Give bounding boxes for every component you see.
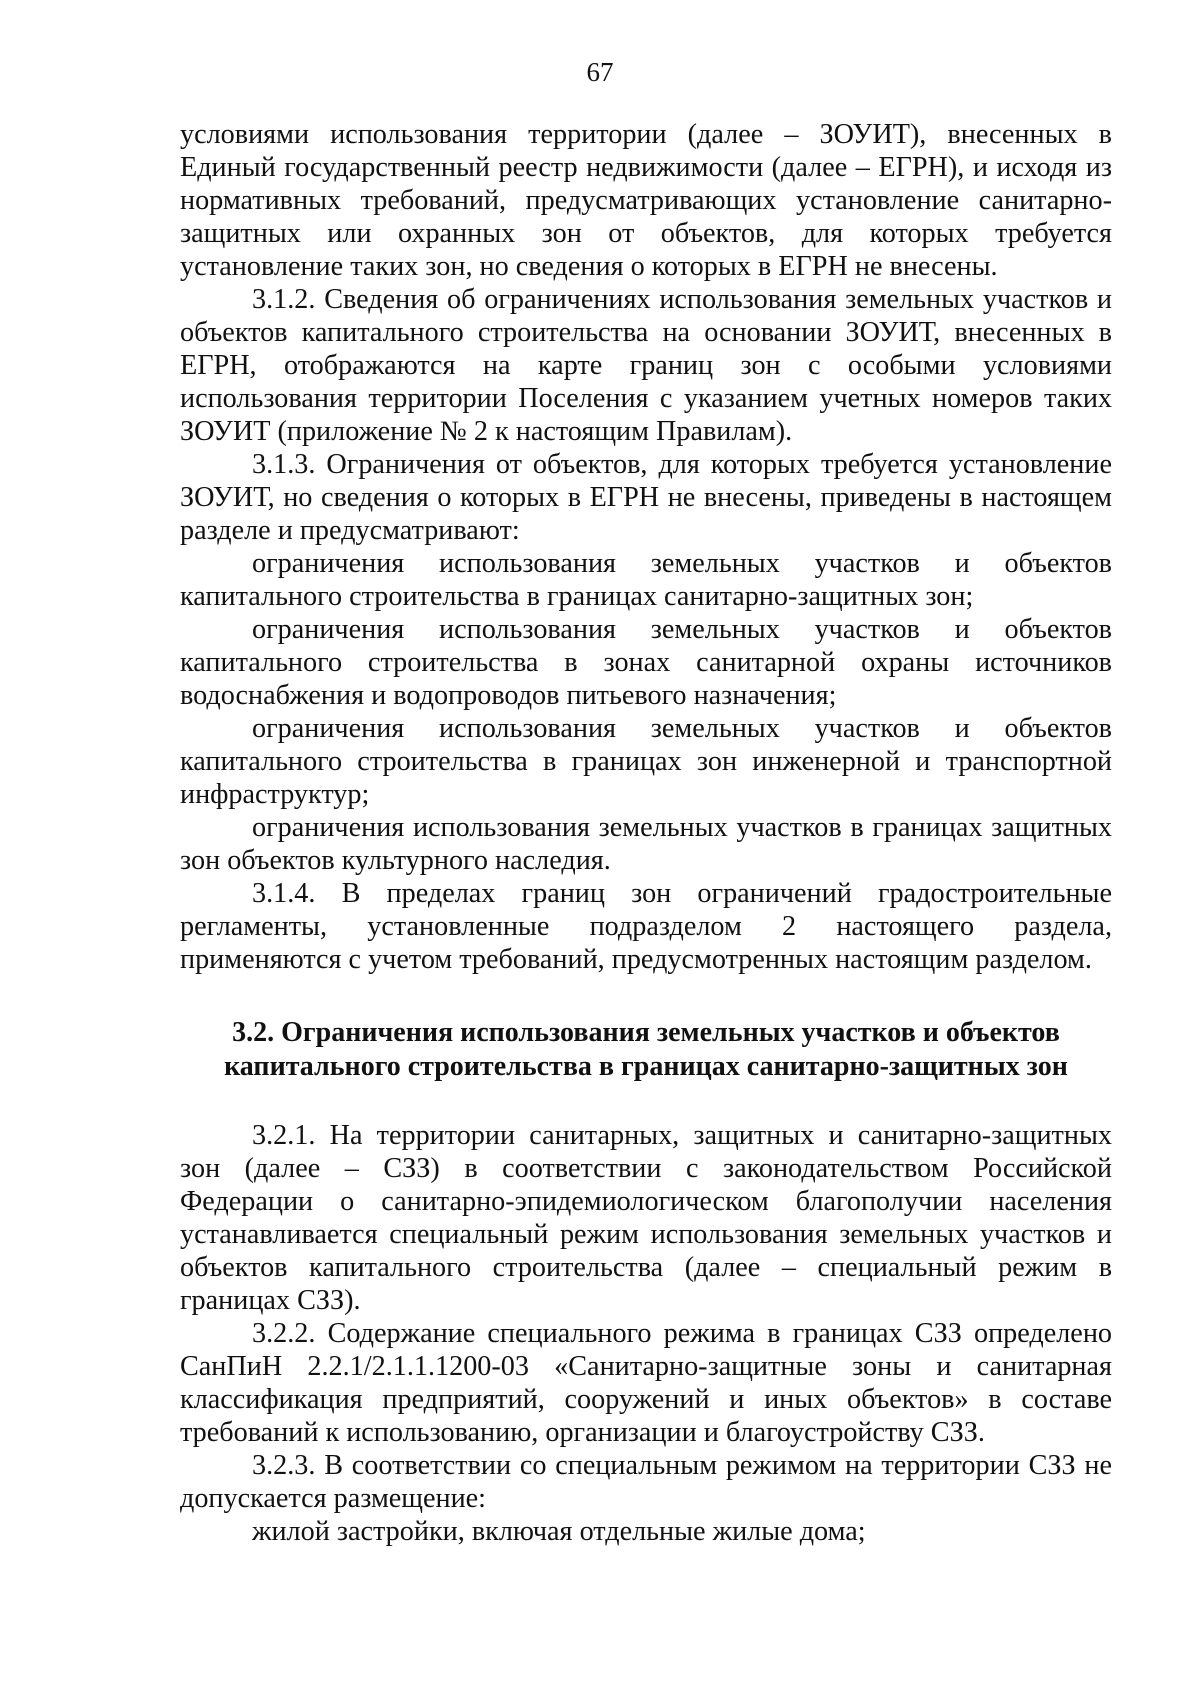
list-item: жилой застройки, включая отдельные жилые дома;: [252, 1516, 866, 1547]
section-heading-line-2: капитального строительства в границах санитарно-защитных зон: [224, 1051, 1068, 1082]
list-item: ограничения использования земельных участков в границах защитных зон объектов культурного наследия.: [180, 812, 1112, 876]
list-item: ограничения использования земельных участков и объектов капитального строительства в границах санитарно-защитных зон;: [180, 548, 1112, 612]
paragraph-3-2-2: 3.2.2. Содержание специального режима в границах СЗЗ определено СанПиН 2.2.1/2.1.1.1200-03 «Санитарно-защитные зоны и санитарная классификация предприятий, сооружений и иных объектов» в составе требований к использованию, организации и благоустройству СЗЗ.: [180, 1318, 1112, 1448]
document-body: [180, 118, 1112, 1548]
section-heading-line-1: 3.2. Ограничения использования земельных участков и объектов: [232, 1017, 1060, 1048]
list-item: ограничения использования земельных участков и объектов капитального строительства в границах зон инженерной и транспортной инфраструктур;: [180, 713, 1112, 810]
paragraph-3-2-3: 3.2.3. В соответствии со специальным режимом на территории СЗЗ не допускается размещение:: [180, 1450, 1112, 1514]
paragraph-3-1-2: 3.1.2. Сведения об ограничениях использования земельных участков и объектов капитального строительства на основании ЗОУИТ, внесенных в ЕГРН, отображаются на карте границ зон с особыми условиями использования территории Поселения с указанием учетных номеров таких ЗОУИТ (приложение № 2 к настоящим Правилам).: [180, 284, 1112, 447]
paragraph-3-1-3: 3.1.3. Ограничения от объектов, для которых требуется установление ЗОУИТ, но сведения о которых в ЕГРН не внесены, приведены в настоящем разделе и предусматривают:: [180, 449, 1112, 546]
section-heading-3-2: [180, 1016, 1112, 1084]
page-number: 67: [586, 57, 614, 87]
paragraph-3-1-4: 3.1.4. В пределах границ зон ограничений градостроительные регламенты, установленные подразделом 2 настоящего раздела, применяются с учетом требований, предусмотренных настоящим разделом.: [180, 878, 1112, 975]
paragraph-continuation: условиями использования территории (далее – ЗОУИТ), внесенных в Единый государственный реестр недвижимости (далее – ЕГРН), и исходя из нормативных требований, предусматривающих установление санитарно-защитных или охранных зон от объектов, для которых требуется установление таких зон, но сведения о которых в ЕГРН не внесены.: [180, 119, 1112, 282]
paragraph-3-2-1: 3.2.1. На территории санитарных, защитных и санитарно-защитных зон (далее – СЗЗ) в соответствии с законодательством Российской Федерации о санитарно-эпидемиологическом благополучии населения устанавливается специальный режим использования земельных участков и объектов капитального строительства (далее – специальный режим в границах СЗЗ).: [180, 1120, 1112, 1316]
list-item: ограничения использования земельных участков и объектов капитального строительства в зонах санитарной охраны источников водоснабжения и водопроводов питьевого назначения;: [180, 614, 1112, 711]
